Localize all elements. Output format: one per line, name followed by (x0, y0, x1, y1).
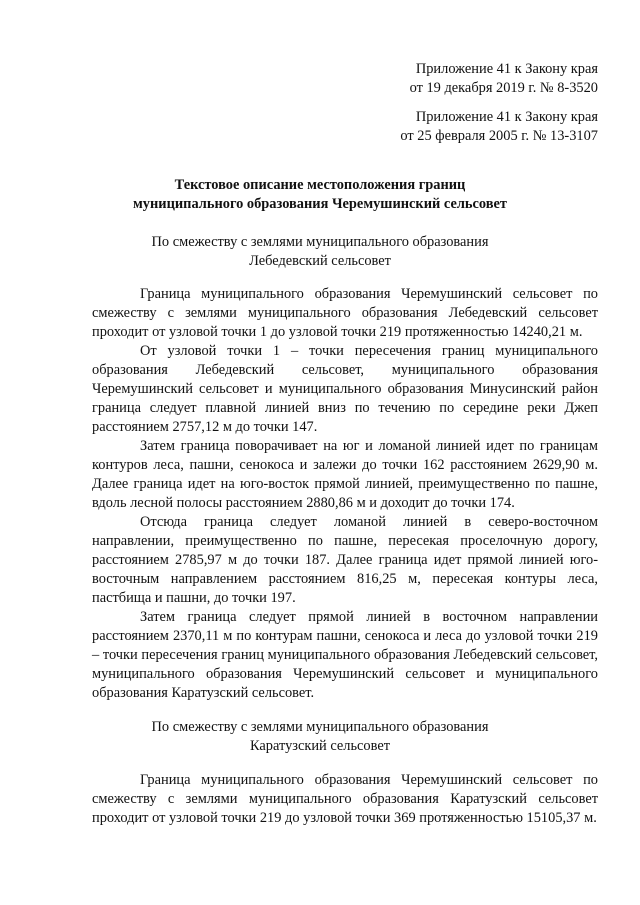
annex-reference-line: Приложение 41 к Закону края (415, 109, 598, 125)
document-title (0, 176, 640, 214)
annex-reference-2005 (400, 108, 598, 146)
paragraph: Затем граница следует прямой линией в восточном направлении расстоянием 2370,11 м по контурам пашни, сенокоса и леса до узловой точки 219 – точки пересечения границ муниципального образования Лебедевский сельсовет, муниципального образования Черемушинский сельсовет и муниципального образования Каратузский сельсовет. (92, 609, 598, 701)
annex-reference-line: Приложение 41 к Закону края (415, 61, 598, 77)
paragraph: Затем граница поворачивает на юг и ломаной линией идет по границам контуров леса, пашни, сенокоса и залежи до точки 162 расстоянием 2629,90 м. Далее граница идет на юго-восток прямой линией, преимущественно по пашне, вдоль лесной полосы расстоянием 2880,86 м и доходит до точки 174. (92, 438, 598, 511)
annex-reference-date: от 25 февраля 2005 г. № 13-3107 (400, 128, 598, 144)
paragraph: От узловой точки 1 – точки пересечения границ муниципального образования Лебедевский сельсовет, муниципального образования Черемушинский сельсовет и муниципального образования Минусинский район граница следует плавной линией вниз по течению по середине реки Джеп расстоянием 2757,12 м до точки 147. (92, 343, 598, 435)
section-heading-line2: Лебедевский сельсовет (249, 253, 391, 269)
section-heading-karatuzsky (0, 718, 640, 756)
annex-reference-2019 (410, 60, 598, 98)
section-heading-line2: Каратузский сельсовет (249, 738, 391, 754)
paragraph: Граница муниципального образования Черемушинский сельсовет по смежеству с землями муниципального образования Каратузский сельсовет проходит от узловой точки 219 до узловой точки 369 протяженностью 15105,37 м. (92, 772, 598, 826)
section-body-karatuzsky (92, 771, 598, 828)
paragraph: Отсюда граница следует ломаной линией в северо-восточном направлении, преимущественно по пашне, пересекая проселочную дорогу, расстоянием 2785,97 м до точки 187. Далее граница идет прямой линией юго-восточным направлением расстоянием 816,25 м, пересекая контуры леса, пастбища и пашни, до точки 197. (92, 514, 598, 606)
section-heading-line1: По смежеству с землями муниципального образования (151, 234, 489, 250)
paragraph: Граница муниципального образования Черемушинский сельсовет по смежеству с землями муниципального образования Лебедевский сельсовет проходит от узловой точки 1 до узловой точки 219 протяженностью 14240,21 м. (92, 286, 598, 340)
section-heading-line1: По смежеству с землями муниципального образования (151, 719, 489, 735)
section-heading-lebedevsky (0, 233, 640, 271)
annex-reference-date: от 19 декабря 2019 г. № 8-3520 (409, 80, 598, 96)
section-body-lebedevsky (92, 285, 598, 703)
document-title-line2: муниципального образования Черемушинский сельсовет (133, 196, 507, 212)
document-title-line1: Текстовое описание местоположения границ (174, 177, 466, 193)
